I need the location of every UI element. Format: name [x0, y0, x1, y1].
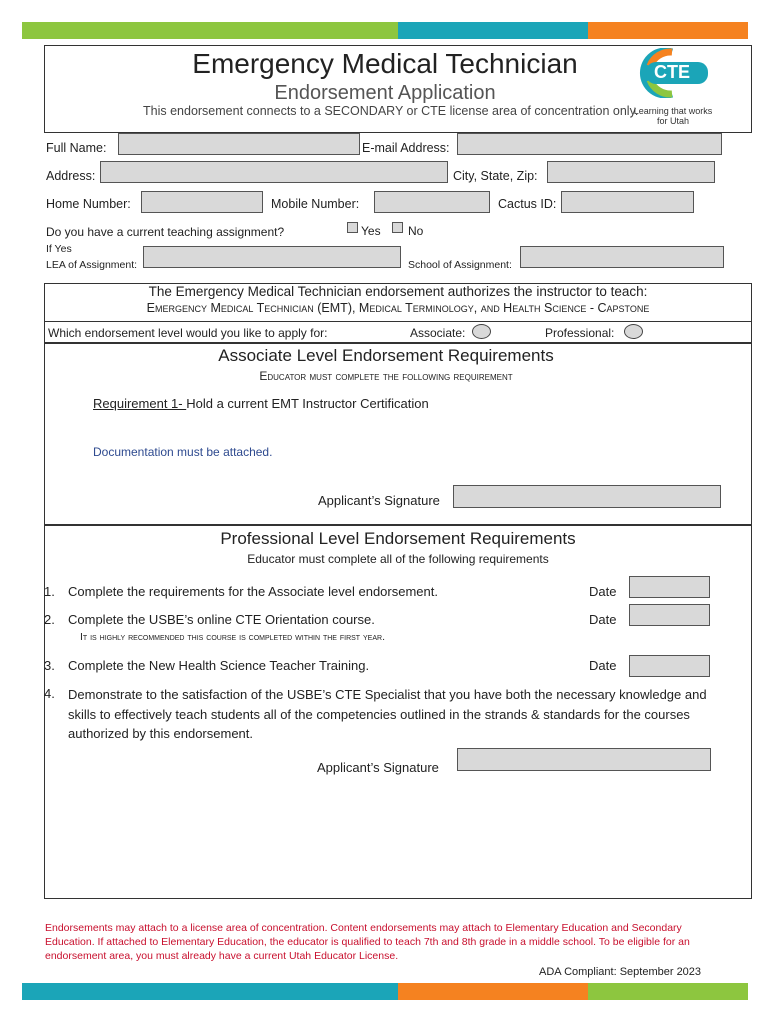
item-2-date-label: Date [589, 612, 617, 627]
bar-teal-segment [398, 22, 588, 39]
cactus-id-label: Cactus ID: [498, 197, 557, 211]
level-question: Which endorsement level would you like to apply for: [48, 326, 328, 340]
associate-requirement [93, 396, 429, 411]
city-state-zip-label: City, State, Zip: [453, 169, 538, 183]
no-label: No [408, 224, 424, 238]
lea-label: LEA of Assignment: [46, 259, 138, 271]
address-input[interactable] [100, 161, 448, 183]
cte-logo-tagline: Learning that works for Utah [633, 106, 713, 126]
professional-option-label: Professional: [545, 326, 615, 340]
item-2-text: Complete the USBE’s online CTE Orientation course. [68, 612, 375, 627]
professional-signature-label: Applicant’s Signature [317, 760, 439, 775]
professional-radio[interactable] [624, 324, 643, 339]
associate-subtitle: Educator must complete the following requirement [259, 369, 513, 383]
item-1-date-input[interactable] [629, 576, 710, 598]
requirement-prefix: Requirement 1- [93, 396, 187, 411]
bar-orange-segment [588, 22, 748, 39]
item-3-date-input[interactable] [629, 655, 710, 677]
mobile-number-input[interactable] [374, 191, 490, 213]
school-input[interactable] [520, 246, 724, 268]
professional-title: Professional Level Endorsement Requirements [220, 529, 576, 548]
requirement-text: Hold a current EMT Instructor Certification [186, 396, 429, 411]
professional-signature-input[interactable] [457, 748, 711, 771]
email-label: E-mail Address: [362, 141, 450, 155]
item-3-date-label: Date [589, 658, 617, 673]
home-number-label: Home Number: [46, 197, 131, 211]
associate-signature-label: Applicant’s Signature [318, 493, 440, 508]
teaching-assignment-question: Do you have a current teaching assignment? [46, 225, 285, 239]
no-checkbox[interactable] [392, 222, 403, 233]
ada-compliance: ADA Compliant: September 2023 [539, 966, 702, 978]
authorization-line: The Emergency Medical Technician endorsement authorizes the instructor to teach: [148, 284, 648, 299]
yes-label: Yes [361, 224, 381, 238]
item-3-number: 3. [44, 658, 55, 673]
item-3-text: Complete the New Health Science Teacher Training. [68, 658, 370, 673]
page-subtitle: Endorsement Application [274, 82, 496, 104]
documentation-note: Documentation must be attached. [93, 445, 273, 459]
item-2-note: It is highly recommended this course is completed within the first year. [80, 631, 385, 643]
item-4-number: 4. [44, 686, 55, 701]
bar-green-segment [22, 22, 398, 39]
authorization-divider [44, 321, 752, 322]
page-title: Emergency Medical Technician [192, 48, 578, 79]
cte-logo [632, 48, 712, 106]
home-number-input[interactable] [141, 191, 263, 213]
mobile-number-label: Mobile Number: [271, 197, 360, 211]
item-4-text: Demonstrate to the satisfaction of the USBE’s CTE Specialist that you have both the necessary knowledge and skills to effectively teach students all of the competencies outlined in the strands & standards for the courses authorized by this endorsement. [68, 687, 707, 741]
school-label: School of Assignment: [408, 259, 512, 271]
full-name-label: Full Name: [46, 141, 107, 155]
bottom-color-bar [22, 983, 748, 1000]
header-note: This endorsement connects to a SECONDARY or CTE license area of concentration only. [143, 104, 639, 118]
city-state-zip-input[interactable] [547, 161, 715, 183]
email-input[interactable] [457, 133, 722, 155]
item-1-text: Complete the requirements for the Associate level endorsement. [68, 584, 438, 599]
top-color-bar [22, 22, 748, 39]
if-yes-label: If Yes [46, 243, 72, 255]
authorized-courses: Emergency Medical Technician (EMT), Medical Terminology, and Health Science - Capstone [146, 301, 650, 315]
associate-radio[interactable] [472, 324, 491, 339]
professional-subtitle: Educator must complete all of the following requirements [247, 552, 549, 566]
item-2-date-input[interactable] [629, 604, 710, 626]
address-label: Address: [46, 169, 96, 183]
cactus-id-input[interactable] [561, 191, 694, 213]
associate-option-label: Associate: [410, 326, 466, 340]
yes-checkbox[interactable] [347, 222, 358, 233]
associate-signature-input[interactable] [453, 485, 721, 508]
full-name-input[interactable] [118, 133, 360, 155]
bottom-bar-teal-segment [22, 983, 398, 1000]
item-1-number: 1. [44, 584, 55, 599]
footer-note: Endorsements may attach to a license area of concentration. Content endorsements may attach to Elementary Education and Secondary Education. If attached to Elementary Education, the educator is qualified to teach 7th and 8th grade in a middle school. To be eligible for an endorsement area, you must already have a current Utah Educator License. [45, 922, 690, 962]
lea-input[interactable] [143, 246, 401, 268]
cte-logo-text: CTE [654, 62, 690, 82]
item-1-date-label: Date [589, 584, 617, 599]
bottom-bar-green-segment [588, 983, 748, 1000]
bottom-bar-orange-segment [398, 983, 588, 1000]
associate-title: Associate Level Endorsement Requirements [218, 346, 554, 365]
item-2-number: 2. [44, 612, 55, 627]
